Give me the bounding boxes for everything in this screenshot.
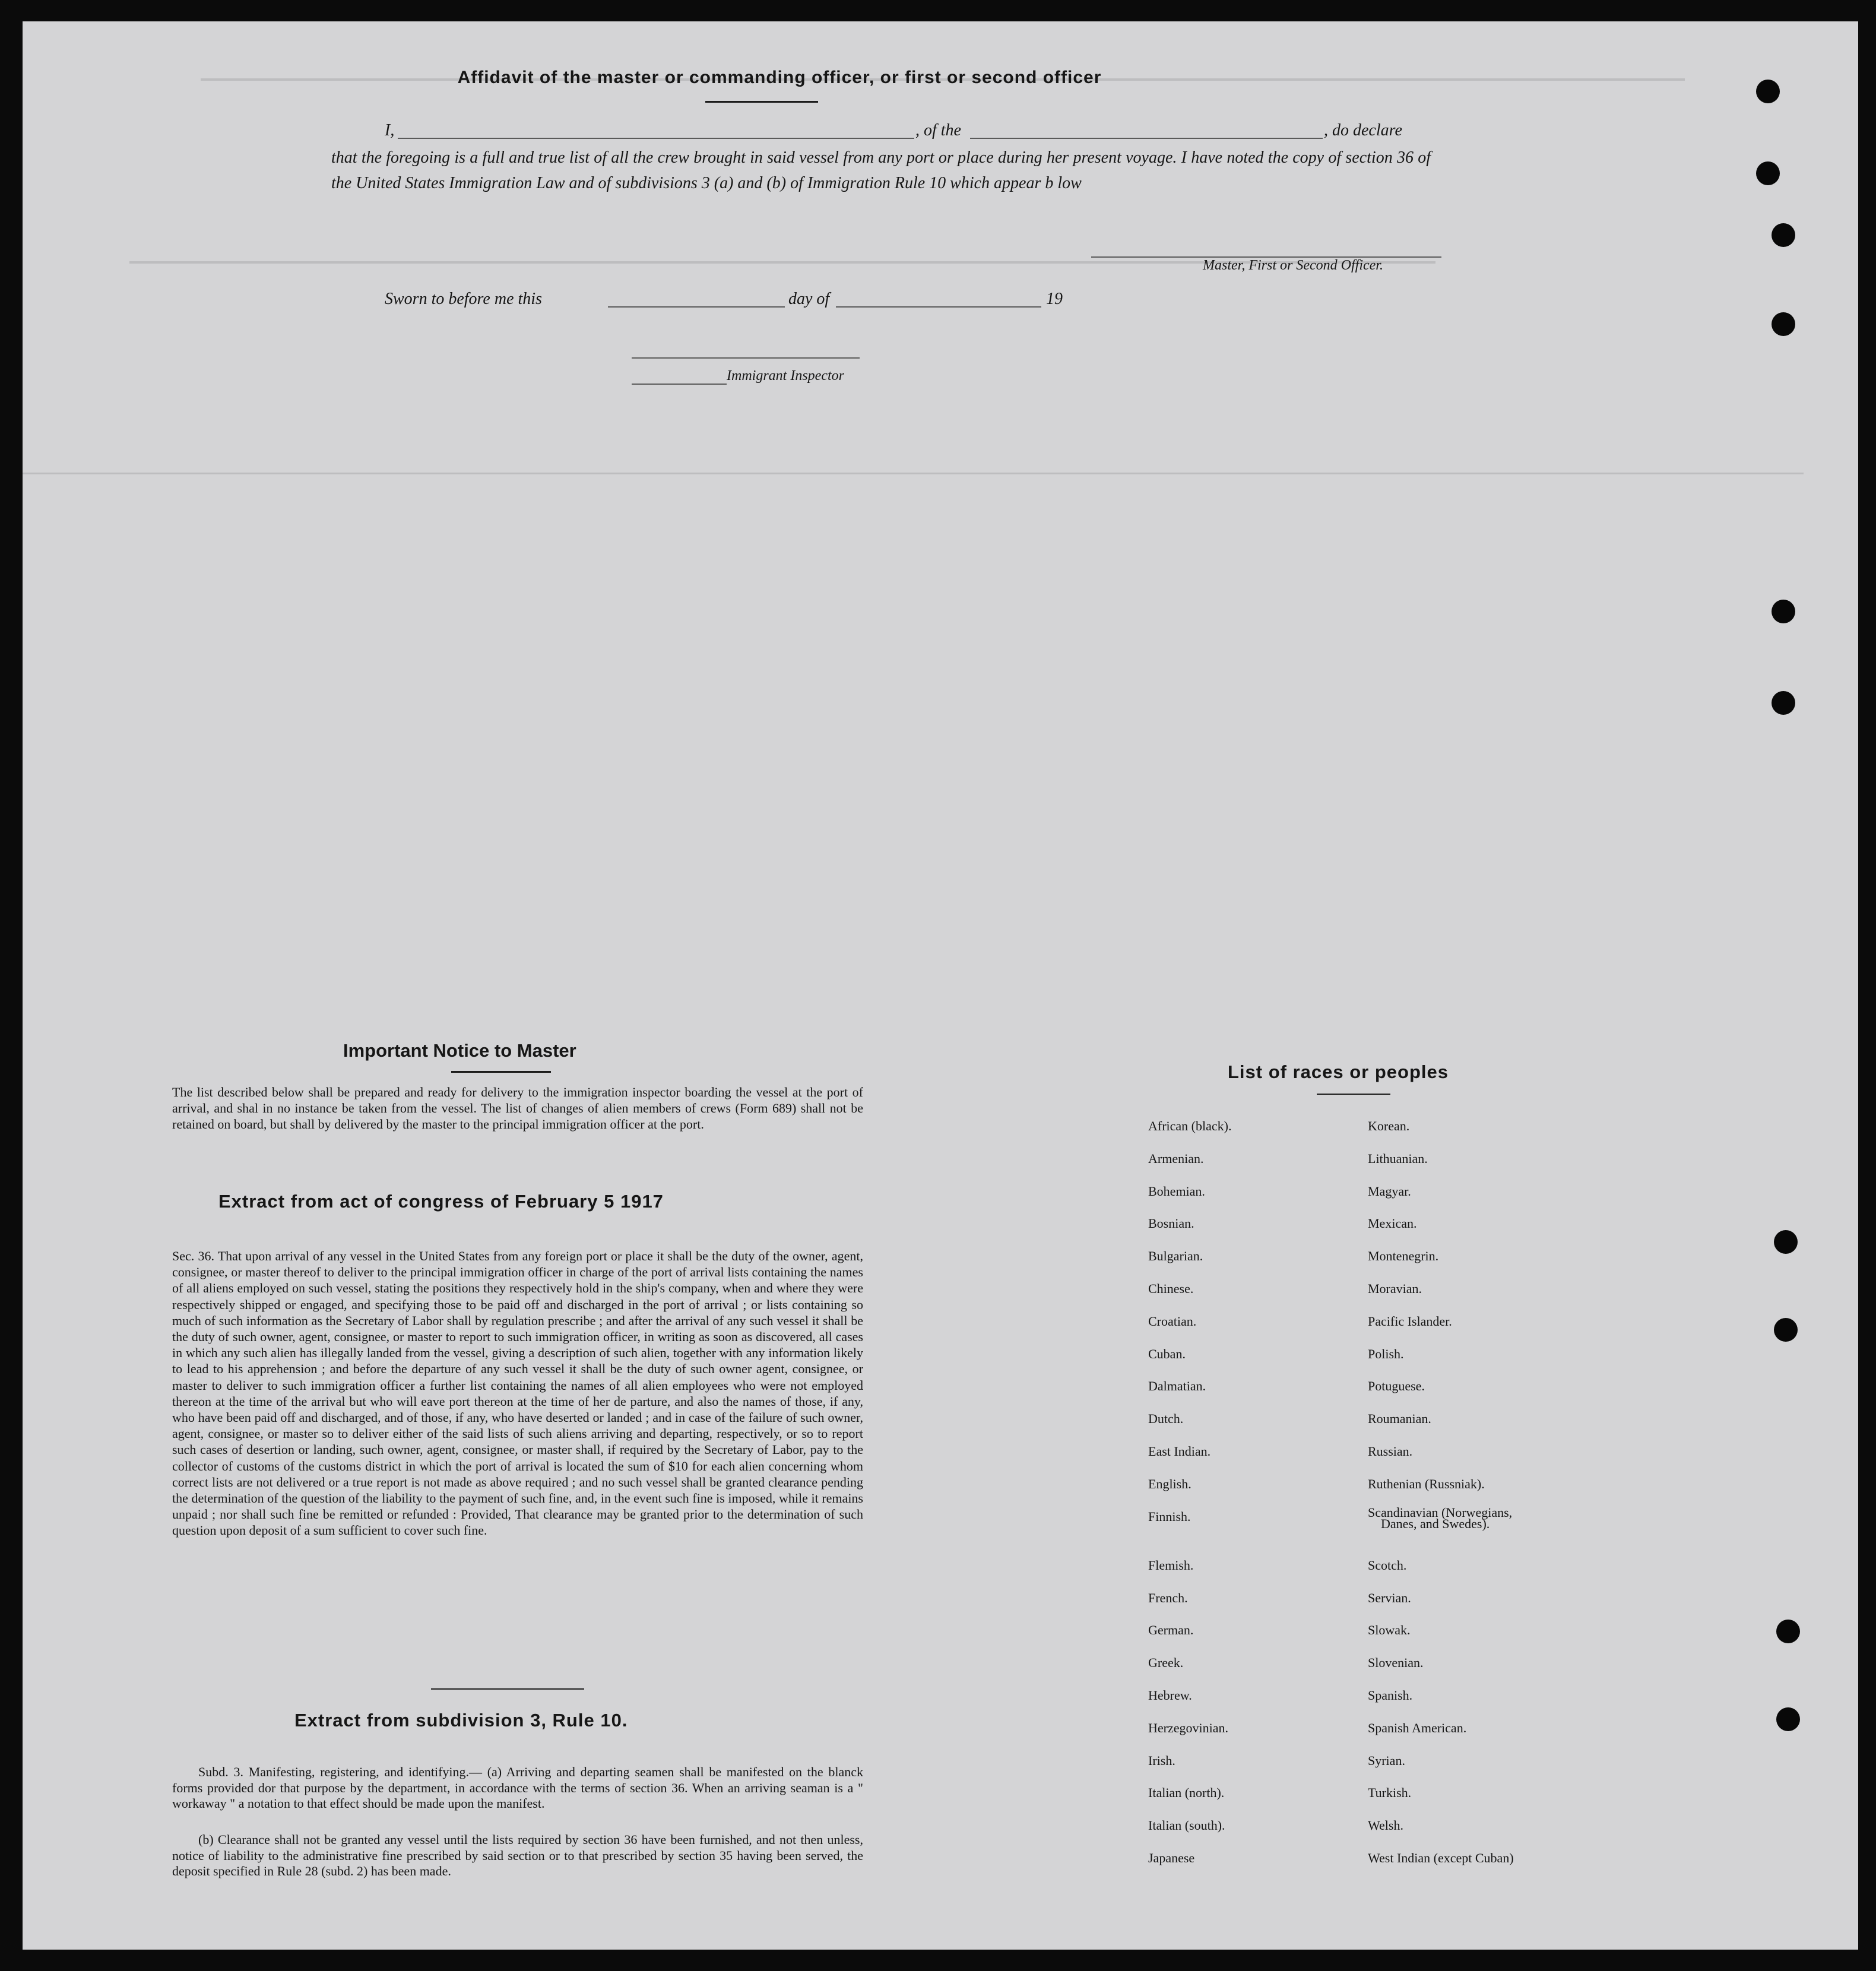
race-item: Polish. bbox=[1368, 1346, 1404, 1361]
inspector-label: Immigrant Inspector bbox=[727, 368, 844, 384]
form-sheet bbox=[23, 21, 1858, 1950]
binder-hole bbox=[1772, 691, 1795, 715]
race-item: Armenian. bbox=[1148, 1151, 1204, 1166]
race-item: Danes, and Swedes). bbox=[1381, 1516, 1490, 1531]
races-underline bbox=[1317, 1094, 1390, 1095]
binder-hole bbox=[1776, 1707, 1800, 1731]
race-item: Bohemian. bbox=[1148, 1183, 1205, 1199]
race-item: Slovenian. bbox=[1368, 1655, 1424, 1671]
rule-para-b: (b) Clearance shall not be granted any vessel until the lists required by section 36 have been furnished, and not then unless, notice of liability to the administrative fine prescribed by said section or to that prescribed by section 35 having been served, the deposit specified in Rule 28 (subd. 2) has been made. bbox=[172, 1832, 863, 1878]
race-item: Syrian. bbox=[1368, 1753, 1405, 1768]
race-item: Moravian. bbox=[1368, 1281, 1422, 1296]
race-item: Slowak. bbox=[1368, 1623, 1411, 1638]
affidavit-i: I, bbox=[385, 121, 395, 140]
race-item: Korean. bbox=[1368, 1118, 1410, 1133]
race-item: Flemish. bbox=[1148, 1557, 1194, 1573]
binder-hole bbox=[1776, 1620, 1800, 1643]
binder-hole bbox=[1774, 1318, 1798, 1342]
binder-hole bbox=[1774, 1230, 1798, 1254]
affidavit-declare: , do declare bbox=[1324, 121, 1402, 140]
race-item: Montenegrin. bbox=[1368, 1248, 1439, 1264]
race-item: Dutch. bbox=[1148, 1411, 1184, 1427]
race-item: Servian. bbox=[1368, 1590, 1411, 1605]
race-item: German. bbox=[1148, 1623, 1194, 1638]
race-item: Chinese. bbox=[1148, 1281, 1194, 1296]
races-title: List of races or peoples bbox=[1228, 1061, 1449, 1082]
binder-hole bbox=[1772, 312, 1795, 336]
notice-underline bbox=[451, 1071, 551, 1073]
race-item: Bulgarian. bbox=[1148, 1248, 1203, 1264]
race-item: Lithuanian. bbox=[1368, 1151, 1428, 1166]
day-of-label: day of bbox=[788, 290, 830, 308]
race-item: Dalmatian. bbox=[1148, 1379, 1206, 1394]
race-item: Spanish. bbox=[1368, 1687, 1413, 1703]
inspector-short-line bbox=[632, 384, 727, 385]
notice-title: Important Notice to Master bbox=[343, 1040, 576, 1061]
affidavit-title: Affidavit of the master or commanding officer, or first or second officer bbox=[457, 68, 1102, 87]
race-item: Herzegovinian. bbox=[1148, 1720, 1228, 1735]
race-item: Pacific Islander. bbox=[1368, 1313, 1452, 1329]
race-item: Magyar. bbox=[1368, 1183, 1411, 1199]
notice-body: The list described below shall be prepared and ready for delivery to the immigration inspector boarding the vessel at the port of arrival, and shal in no instance be taken from the vessel. The list of changes of alien members of crews (Form 689) shall not be retained on board, but shall by delivered by the master to the principal immigration officer at the port. bbox=[172, 1085, 863, 1132]
race-item: Ruthenian (Russniak). bbox=[1368, 1476, 1485, 1491]
race-item: Irish. bbox=[1148, 1753, 1175, 1768]
race-item: Welsh. bbox=[1368, 1818, 1403, 1833]
sworn-month-blank[interactable] bbox=[836, 306, 1041, 308]
races-column-2 bbox=[1368, 1110, 1617, 1875]
race-item: Greek. bbox=[1148, 1655, 1184, 1671]
race-item: Potuguese. bbox=[1368, 1379, 1425, 1394]
act-body: Sec. 36. That upon arrival of any vessel in the United States from any foreign port or place it shall be the duty of the owner, agent, consignee, or master thereof to deliver to the principal immigration officer in charge of the port of arrival lists containing the names of all aliens employed on such vessel, stating the positions they respectively hold in the ship's company, when and where they were respectively shipped or engaged, and specifying those to be paid off and discharged in the port of arrival ; or lists containing so much of such information as the Secretary of Labor shall by regulation prescribe ; and after the arrival of any such vessel it shall be the duty of such owner, agent, consignee, or master to report to such immigration officer, in writing as soon as discovered, all cases in which any such alien has illegally landed from the vessel, giving a description of such alien, together with any information likely to lead to his apprehension ; and before the departure of any such vessel it shall be the duty of such owner agent, consignee, or master to deliver to such immigration officer a further list containing the names of all alien employees who were not employed thereon at the time of the arrival but who will eave port thereon at the time of her de parture, and also the names of those, if any, who have been paid off and discharged, and of those, if any, who have deserted or landed ; and in case of the failure of such owner, agent, consignee, or master so to deliver either of the said lists of such aliens arriving and departing, respectively, or so to report such cases of desertion or landing, such owner, agent, consignee, or master shall, if required by the Secretary of Labor, pay to the collector of customs of the customs district in which the port of arrival is located the sum of $10 for each alien concerning whom correct lists are not delivered or a true report is not made as above required ; and no such vessel shall be granted clearance pending the determination of the question of the liability to the payment of such fine, and, in the event such fine is imposed, while it remains unpaid ; nor shall such fine be remitted or refunded : Provided, That clearance may be granted prior to the determination of such question upon deposit of a sum sufficient to cover such fine. bbox=[172, 1248, 863, 1538]
race-item: Finnish. bbox=[1148, 1509, 1191, 1524]
rule-title: Extract from subdivision 3, Rule 10. bbox=[294, 1710, 628, 1731]
race-item: Bosnian. bbox=[1148, 1216, 1194, 1231]
binder-hole bbox=[1756, 161, 1780, 185]
race-item: French. bbox=[1148, 1590, 1188, 1605]
race-item: Japanese bbox=[1148, 1850, 1195, 1865]
act-divider bbox=[431, 1688, 584, 1690]
race-item: Croatian. bbox=[1148, 1313, 1197, 1329]
race-item: Cuban. bbox=[1148, 1346, 1186, 1361]
master-signature-label: Master, First or Second Officer. bbox=[1203, 258, 1383, 273]
sworn-day-blank[interactable] bbox=[608, 306, 785, 308]
inspector-signature-line[interactable] bbox=[632, 357, 860, 359]
race-item: East Indian. bbox=[1148, 1443, 1211, 1459]
race-item: Roumanian. bbox=[1368, 1411, 1431, 1427]
act-title: Extract from act of congress of February 5 1917 bbox=[218, 1191, 664, 1212]
race-item: Italian (north). bbox=[1148, 1785, 1225, 1801]
race-item: Spanish American. bbox=[1368, 1720, 1467, 1735]
rule-para-a: Subd. 3. Manifesting, registering, and identifying.— (a) Arriving and departing seamen shall be manifested on the blanck forms provided dor that purpose by the department, in accordance with the terms of section 36. When an arriving seaman is a " workaway " a notation to that effect should be made upon the manifest. bbox=[172, 1764, 863, 1811]
binder-hole bbox=[1772, 600, 1795, 623]
binder-hole bbox=[1772, 223, 1795, 247]
race-item: Scotch. bbox=[1368, 1557, 1407, 1573]
title-underline bbox=[705, 101, 818, 103]
races-column-1 bbox=[1148, 1110, 1350, 1875]
race-item: West Indian (except Cuban) bbox=[1368, 1850, 1514, 1865]
race-item: Scandinavian (Norwegians, bbox=[1368, 1504, 1513, 1520]
race-item: Hebrew. bbox=[1148, 1687, 1192, 1703]
race-item: Italian (south). bbox=[1148, 1818, 1225, 1833]
name-blank[interactable] bbox=[398, 138, 914, 139]
vessel-blank[interactable] bbox=[970, 138, 1323, 139]
sworn-label: Sworn to before me this bbox=[385, 290, 542, 308]
affidavit-paragraph: that the foregoing is a full and true list of all the crew brought in said vessel from any port or place during her present voyage. I have noted the copy of section 36 of the United States Immigration Law and of subdivisions 3 (a) and (b) of Immigration Rule 10 which appear b low bbox=[331, 148, 1431, 192]
affidavit-of-the: , of the bbox=[915, 121, 961, 140]
race-item: African (black). bbox=[1148, 1118, 1232, 1133]
race-item: Turkish. bbox=[1368, 1785, 1412, 1801]
race-item: Russian. bbox=[1368, 1443, 1413, 1459]
year-label: 19 bbox=[1046, 290, 1063, 308]
bleed-through bbox=[23, 473, 1804, 474]
race-item: English. bbox=[1148, 1476, 1191, 1491]
race-item: Mexican. bbox=[1368, 1216, 1417, 1231]
binder-hole bbox=[1756, 80, 1780, 103]
